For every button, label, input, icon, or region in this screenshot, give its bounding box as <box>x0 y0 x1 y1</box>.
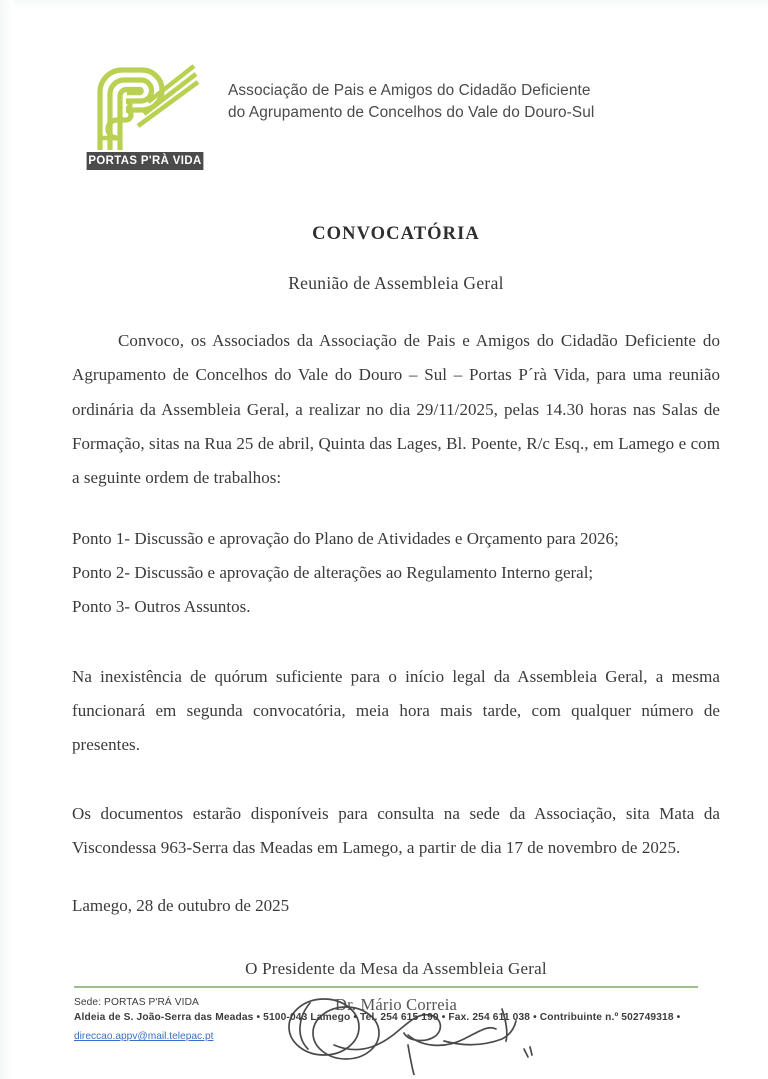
scan-edge-left <box>0 0 14 1079</box>
agenda-item: Ponto 2- Discussão e aprovação de alterações ao Regulamento Interno geral; <box>72 562 594 582</box>
document-title: CONVOCATÓRIA <box>312 224 480 244</box>
document-body <box>72 212 720 1079</box>
footer-email-link[interactable]: direccao.appv@mail.telepac.pt <box>74 1031 214 1043</box>
signatory-role: O Presidente da Mesa da Assembleia Geral <box>245 959 547 979</box>
documents-availability-paragraph: Os documentos estarão disponíveis para consulta na sede da Associação, sita Mata da Viscondessa 963-Serra das Meadas em Lamego, a partir de dia 17 de novembro de 2025. <box>72 803 720 857</box>
footer-contact-details: Aldeia de S. João-Serra das Meadas • 5100-043 Lamego • Tel. 254 615 190 • Fax. 254 611 038 • Contribuinte n.º 502749318 • <box>74 1012 681 1024</box>
dateline: Lamego, 28 de outubro de 2025 <box>72 896 290 916</box>
organization-name-line-1: Associação de Pais e Amigos do Cidadão Deficiente <box>228 82 591 99</box>
lead-paragraph: Convoco, os Associados da Associação de Pais e Amigos do Cidadão Deficiente do Agrupamento de Concelhos do Vale do Douro – Sul – Portas P´rà Vida, para uma reunião ordinária da Assembleia Geral, a realizar no dia 29/11/2025, pelas 14.30 horas nas Salas de Formação, sitas na Rua 25 de abril, Quinta das Lages, Bl. Poente, R/c Esq., em Lamego e com a seguinte ordem de trabalhos: <box>72 331 720 488</box>
organization-name-line-2: do Agrupamento de Concelhos do Vale do Douro-Sul <box>228 104 595 122</box>
signatory-name: Dr. Mário Correia <box>334 995 458 1015</box>
footer-office-name: Sede: PORTAS P'RÁ VIDA <box>74 996 199 1008</box>
scan-edge-top <box>0 0 768 10</box>
letterhead <box>86 58 706 170</box>
organization-logo <box>86 58 210 170</box>
agenda-item: Ponto 3- Outros Assuntos. <box>72 596 251 616</box>
document-subtitle: Reunião de Assembleia Geral <box>288 273 504 293</box>
agenda-item: Ponto 1- Discussão e aprovação do Plano de Atividades e Orçamento para 2026; <box>72 528 619 548</box>
logo-banner-text: PORTAS P'RÀ VIDA <box>87 152 204 170</box>
portas-pra-vida-logo-icon <box>86 62 204 150</box>
quorum-paragraph: Na inexistência de quórum suficiente para o início legal da Assembleia Geral, a mesma funcionará em segunda convocatória, meia hora mais tarde, com qualquer número de presentes. <box>72 666 720 755</box>
footer-divider <box>74 986 698 988</box>
agenda-list <box>72 522 720 624</box>
page-footer <box>74 986 698 1045</box>
organization-name <box>228 58 594 125</box>
